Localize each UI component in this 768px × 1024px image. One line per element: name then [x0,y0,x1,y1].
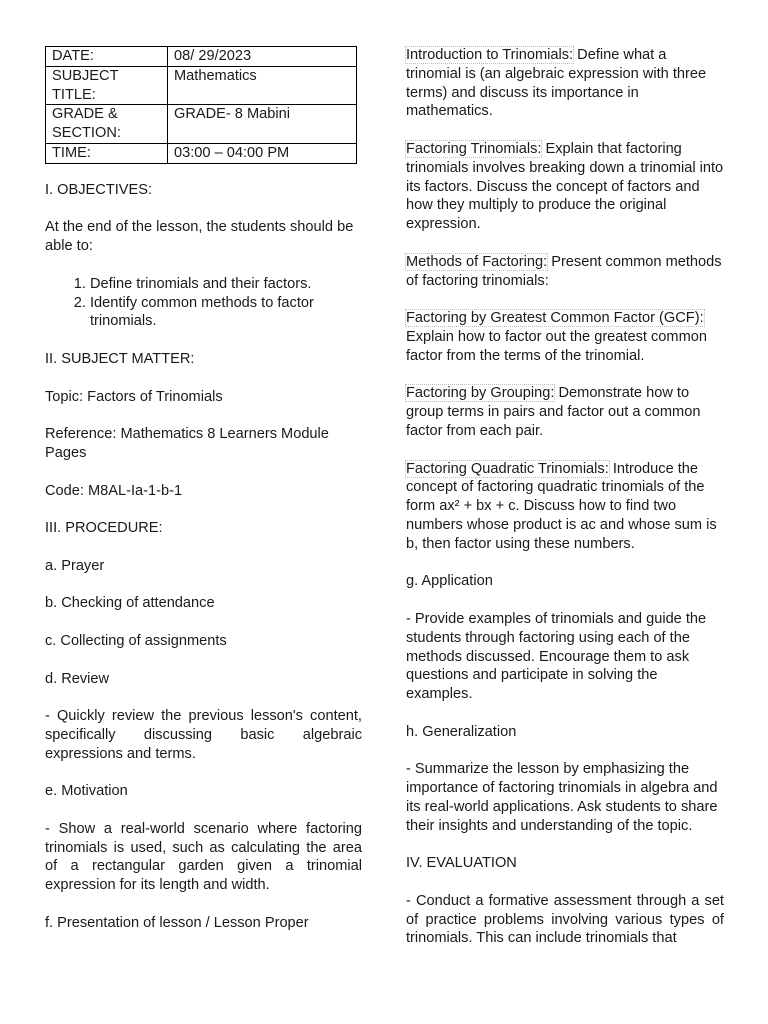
list-item: 2. Identify common methods to factor trinomials. [90,294,362,332]
section-methods [406,253,724,291]
subject-title-value: Mathematics [168,66,357,105]
section-term: Factoring by Greatest Common Factor (GCF): [406,310,704,327]
topic-line: Topic: Factors of Trinomials [45,388,223,405]
section-term: Factoring Quadratic Trinomials: [406,460,609,477]
application-text: - Provide examples of trinomials and guide the students through factoring using each of the methods discussed. Encourage them to ask questions and participate in solving the examples. [406,610,707,703]
assignments-step: c. Collecting of assignments [45,632,227,649]
generalization-step: h. Generalization [406,723,517,740]
list-item: 1. Define trinomials and their factors. [90,275,362,294]
section-factoring-trinomials [406,140,724,234]
grade-section-value: GRADE- 8 Mabini [168,105,357,144]
objectives-intro: At the end of the lesson, the students should be able to: [45,219,354,255]
section-introduction [406,46,724,121]
review-text: - Quickly review the previous lesson's content, specifically discussing basic algebraic expressions and terms. [45,708,362,762]
table-row [46,66,357,105]
evaluation-heading: IV. EVALUATION [406,855,517,872]
section-quadratic [406,460,724,554]
prayer-step: a. Prayer [45,557,105,574]
subject-title-label: SUBJECT TITLE: [46,66,168,105]
application-step: g. Application [406,573,493,590]
section-term: Methods of Factoring: [406,253,548,270]
date-value: 08/ 29/2023 [168,47,357,67]
subject-matter-heading: II. SUBJECT MATTER: [45,350,195,367]
lesson-info-table [45,46,357,164]
date-label: DATE: [46,47,168,67]
left-column [45,46,362,951]
attendance-step: b. Checking of attendance [45,595,215,612]
section-grouping [406,384,724,440]
section-term: Factoring Trinomials: [406,140,542,157]
time-value: 03:00 – 04:00 PM [168,143,357,163]
right-column [406,46,724,967]
generalization-text: - Summarize the lesson by emphasizing the importance of factoring trinomials in algebra and its real-world applications. Ask students to share their insights and understanding of the topic. [406,761,718,834]
table-row [46,143,357,163]
reference-line: Reference: Mathematics 8 Learners Module Pages [45,426,329,461]
procedure-heading: III. PROCEDURE: [45,520,163,537]
section-text: Demonstrate how to group terms in pairs and factor out a common factor from each pair. [406,385,701,439]
objectives-list [45,275,362,331]
review-step: d. Review [45,670,110,687]
motivation-text: - Show a real-world scenario where factoring trinomials is used, such as calculating the area of a rectangular garden given a trinomial expression for its length and width. [45,820,362,894]
section-term: Introduction to Trinomials: [406,47,574,63]
table-row [46,47,357,67]
section-text: Introduce the concept of factoring quadratic trinomials of the form ax² + bx + c. Discuss how to find two numbers whose product is ac and whose sum is b, then factor using these numbers. [406,460,717,552]
grade-section-label: GRADE & SECTION: [46,105,168,144]
motivation-step: e. Motivation [45,783,128,800]
table-row [46,105,357,144]
evaluation-text: - Conduct a formative assessment through a set of practice problems involving various types of trinomials. This can include trinomials that [406,892,724,947]
time-label: TIME: [46,143,168,163]
section-text: Define what a trinomial is (an algebraic expression with three terms) and discuss its importance in mathematics. [406,47,707,120]
section-gcf [406,309,724,365]
section-text: Explain that factoring trinomials involves breaking down a trinomial into its factors. Discuss the concept of factors and how they multiply to produce the original expression. [406,140,724,233]
code-line: Code: M8AL-Ia-1-b-1 [45,482,183,499]
section-text: Present common methods of factoring trinomials: [406,253,722,289]
section-term: Factoring by Grouping: [406,385,555,402]
section-text: Explain how to factor out the greatest common factor from the terms of the trinomial. [406,328,707,364]
presentation-step: f. Presentation of lesson / Lesson Proper [45,914,309,931]
objectives-heading: I. OBJECTIVES: [45,181,153,198]
